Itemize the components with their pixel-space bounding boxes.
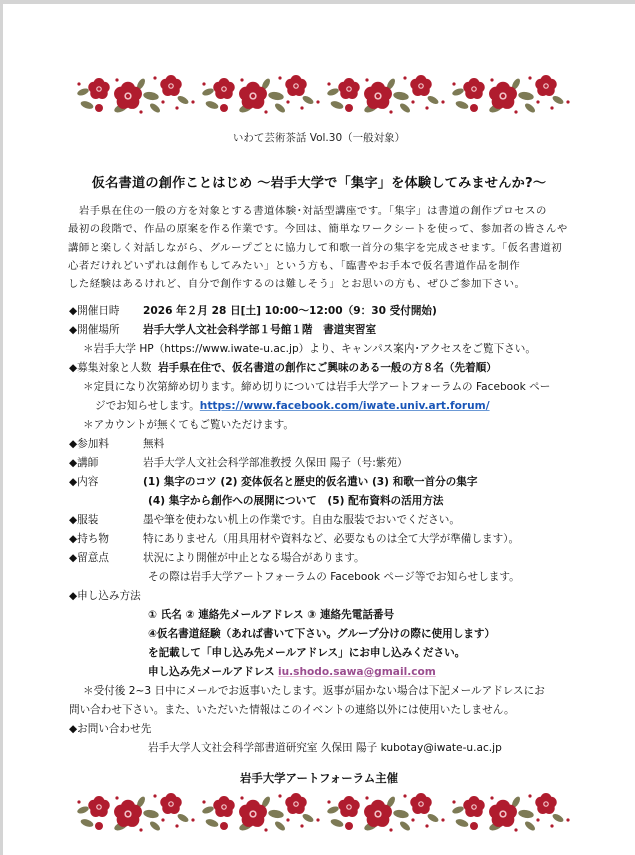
intro-line: 最初の段階で、作品の原案を作る作業です。今回は、簡単なワークシートを使って、参加者の皆さんや [68,223,568,236]
berry-dot [550,106,553,109]
berry-dot [452,82,455,85]
berry-dot [264,828,267,831]
berry-dot [202,800,205,803]
content-label: ◆内容 [69,476,99,488]
berry-dot [411,818,414,821]
berry-dot [77,800,80,803]
leaf [80,100,95,111]
apply-line-3: を記載して「申し込み先メールアドレス」にお申し込みください。 [148,647,466,659]
camellia-flower [410,793,431,814]
instructor-label: ◆講師 [69,457,99,469]
berry-dot [161,100,164,103]
content-row [69,473,477,491]
capacity-label: ◆募集対象と人数 [69,362,152,374]
leaf [426,94,439,105]
intro-line: 講師と楽しく対話しながら、グループごとに協力して和歌一首分の集字を完成させます。「仮名書道初 [68,241,563,254]
instructor-value: 岩手大学人文社会科学部准教授 久保田 陽子（号:紫苑） [143,457,408,469]
berry-dot [490,796,493,799]
flyer-page [3,4,635,855]
leaf [176,94,189,105]
camellia-cluster [76,75,194,114]
contact-label: ◆お問い合わせ先 [69,723,152,735]
camellia-flower [535,793,556,814]
berry-dot [115,78,118,81]
camellia-flower [338,78,359,99]
apply-note-1: ＊受付後 2~3 日中にメールでお返事いたします。返事が届かない場合は下記メールアドレスにお [83,685,545,697]
leaf [201,805,214,815]
berry-dot [403,76,406,79]
leaf [268,91,285,101]
berry-dot [536,100,539,103]
berry-dot [566,100,569,103]
notes-line-2: その際は岩手大学アートフォーラムの Facebook ページ等でお知らせします。 [148,571,520,583]
berry-dot [300,106,303,109]
camellia-flower [160,75,181,96]
berry-dot [153,794,156,797]
camellia-cluster [326,793,444,832]
berry-dot [175,824,178,827]
camellia-cluster [76,793,194,832]
berry-dot [528,794,531,797]
berry-dot [300,824,303,827]
leaf [301,812,314,823]
berry-dot [365,78,368,81]
sponsor-line: 岩手大学アートフォーラム主催 [239,771,399,785]
capacity-note-1: ＊定員になり次第締め切ります。締め切りについては岩手大学アートフォーラムの Facebook ペー [83,381,551,393]
apply-email-label: 申し込み先メールアドレス [148,666,275,678]
camellia-flower [463,78,484,99]
capacity-row [69,359,497,377]
notes-label: ◆留意点 [69,552,109,564]
dress-row [69,511,460,529]
fee-label: ◆参加料 [69,438,109,450]
leaf [518,91,535,101]
leaf [551,94,564,105]
berry-dot [389,828,392,831]
berry-dot [425,824,428,827]
berry-dot [365,796,368,799]
apply-note-2: 問い合わせ下さい。また、いただいた情報はこのイベントの連絡以外には使用いたしません。 [69,704,515,716]
belongings-row [69,530,519,548]
fee-value: 無料 [143,438,165,450]
camellia-flower [213,796,234,817]
page-title: 仮名書道の創作ことはじめ ～岩手大学で「集字」を体験してみませんか?～ [91,176,547,191]
berry-dot [286,818,289,821]
camellia-cluster [451,75,569,114]
berry-dot [278,76,281,79]
instructor-row [69,454,408,472]
leaf [301,94,314,105]
facebook-link[interactable]: https://www.facebook.com/iwate.univ.art.forum/ [199,400,490,412]
notes-line-1: 状況により開催が中止となる場合があります。 [143,552,365,564]
leaf [273,102,286,114]
intro-line: した経験はあるけれど、自分で創作するのは難しそう」とお思いの方も、ぜひご参加下さい。 [68,278,526,291]
leaf [523,102,536,114]
content-line-2: (4) 集字から創作への展開について (5) 配布資料の活用方法 [148,495,444,507]
camellia-flower [88,78,109,99]
date-label: ◆開催日時 [69,305,120,317]
camellia-cluster [326,75,444,114]
camellia-cluster [201,793,319,832]
berry-dot [425,106,428,109]
leaf [326,805,339,815]
berry-dot [115,796,118,799]
capacity-value: 岩手県在住で、仮名書道の創作にご興味のある一般の方８名（先着順） [158,362,497,374]
leaf [398,820,411,832]
venue-row [69,321,376,339]
leaf [551,812,564,823]
venue-note: ＊岩手大学 HP（https://www.iwate-u.ac.jp）より、キャンパス案内･アクセスをご覧下さい。 [83,343,536,355]
berry-dot [411,100,414,103]
leaf [143,91,160,101]
camellia-border-icon [73,72,573,116]
berry-dot [550,824,553,827]
berry-dot [139,110,142,113]
berry-dot [514,828,517,831]
leaf [451,87,464,97]
apply-label: ◆申し込み方法 [69,590,141,602]
apply-line-2: ④仮名書道経験（あれば書いて下さい。グループ分けの際に使用します） [148,628,496,640]
leaf [80,818,95,829]
notes-row [69,549,365,567]
camellia-flower [338,796,359,817]
intro-line: 岩手県在住の一般の方を対象とする書道体験･対話型講座です。「集字」は書道の創作プロセスの [68,205,547,217]
leaf [330,818,345,829]
camellia-border-top [73,72,573,116]
berry-dot [327,82,330,85]
leaf [330,100,345,111]
series-label: いわて芸術茶話 Vol.30（一般対象） [232,132,406,144]
berry-dot [441,818,444,821]
berry-dot [77,82,80,85]
date-row [69,302,437,320]
camellia-flower [410,75,431,96]
berry-dot [153,76,156,79]
camellia-flower [463,796,484,817]
leaf [523,820,536,832]
leaf [393,809,410,819]
berry-dot [240,796,243,799]
intro-line: 心者だけれどいずれは創作もしてみたい」という方も、「臨書やお手本で仮名書道作品を制作 [68,259,521,272]
leaf [148,102,161,114]
leaf [273,820,286,832]
leaf [76,805,89,815]
leaf [455,100,470,111]
berry-dot [139,828,142,831]
contact-value: 岩手大学人文社会科学部書道研究室 久保田 陽子 kubotay@iwate-u.ac.jp [148,742,502,754]
camellia-cluster [451,793,569,832]
berry-dot [161,818,164,821]
leaf [201,87,214,97]
leaf [176,812,189,823]
leaf [205,818,220,829]
berry-dot [316,818,319,821]
fee-row [69,435,164,453]
berry-dot [278,794,281,797]
leaf [148,820,161,832]
leaf [393,91,410,101]
camellia-flower [213,78,234,99]
leaf [426,812,439,823]
capacity-note-2 [69,397,490,415]
camellia-flower [535,75,556,96]
camellia-flower [160,793,181,814]
berry-dot [316,100,319,103]
berry-dot [566,818,569,821]
capacity-note-3: ＊アカウントが無くてもご覧いただけます。 [83,419,294,431]
camellia-flower [285,75,306,96]
leaf [451,805,464,815]
leaf [398,102,411,114]
content-line-1: (1) 集字のコツ (2) 変体仮名と歴史的仮名遣い (3) 和歌一首分の集字 [143,476,478,488]
berry-dot [175,106,178,109]
apply-email-link[interactable]: iu.shodo.sawa@gmail.com [277,666,436,678]
leaf [205,100,220,111]
berry-dot [528,76,531,79]
dress-label: ◆服装 [69,514,99,526]
leaf [76,87,89,97]
berry-dot [327,800,330,803]
dress-value: 墨や筆を使わない机上の作業です。自由な服装でおいでください。 [143,514,460,526]
berry-dot [536,818,539,821]
leaf [143,809,160,819]
belongings-value: 特にありません（用具用材や資料など、必要なものは全て大学が準備します）。 [143,533,520,545]
berry-dot [191,818,194,821]
berry-dot [403,794,406,797]
berry-dot [389,110,392,113]
apply-line-1: ① 氏名 ② 連絡先メールアドレス ③ 連絡先電話番号 [148,609,395,621]
berry-dot [202,82,205,85]
belongings-label: ◆持ち物 [69,533,109,545]
berry-dot [441,100,444,103]
berry-dot [191,100,194,103]
leaf [268,809,285,819]
apply-email-row [69,663,436,681]
intro-paragraph [68,202,578,293]
leaf [326,87,339,97]
berry-dot [514,110,517,113]
camellia-cluster [201,75,319,114]
capacity-note-2-text: ジでお知らせします。 [95,400,200,412]
berry-dot [452,800,455,803]
berry-dot [490,78,493,81]
leaf [518,809,535,819]
camellia-flower [285,793,306,814]
berry-dot [264,110,267,113]
venue-label: ◆開催場所 [69,324,120,336]
date-value: 2026 年２月 28 日[土] 10:00～12:00（9：30 受付開始) [143,305,437,317]
camellia-border-icon [73,790,573,834]
camellia-flower [88,796,109,817]
leaf [455,818,470,829]
venue-value: 岩手大学人文社会科学部１号館１階 書道実習室 [143,324,377,336]
berry-dot [286,100,289,103]
camellia-border-bottom [73,790,573,834]
berry-dot [240,78,243,81]
